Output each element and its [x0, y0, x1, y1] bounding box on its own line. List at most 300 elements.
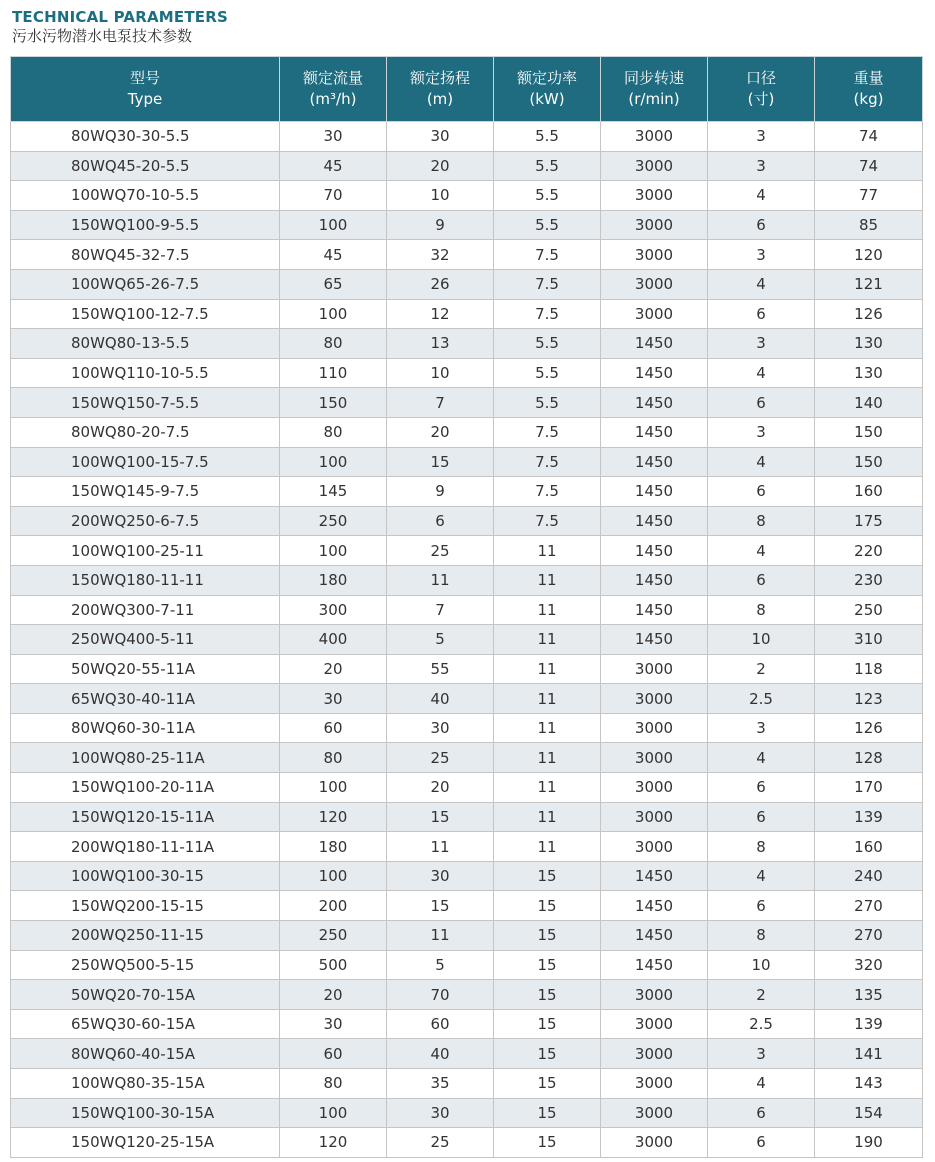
rated-head-cell: 5 — [387, 950, 494, 980]
rated-head-cell: 15 — [387, 891, 494, 921]
header-rated-head-unit: (m) — [426, 90, 454, 108]
rated-power-cell: 11 — [494, 802, 601, 832]
header-weight-label: 重量 — [853, 69, 884, 87]
caliber-cell: 10 — [708, 950, 815, 980]
rated-power-cell: 5.5 — [494, 388, 601, 418]
rated-power-cell: 15 — [494, 950, 601, 980]
table-row — [11, 388, 923, 418]
rated-head-cell: 11 — [387, 921, 494, 951]
rated-head-cell: 30 — [387, 713, 494, 743]
weight-cell: 175 — [815, 506, 923, 536]
caliber-cell: 6 — [708, 477, 815, 507]
sync-speed-cell: 1450 — [601, 358, 708, 388]
caliber-cell: 4 — [708, 358, 815, 388]
rated-flow-cell: 120 — [280, 802, 387, 832]
technical-parameters-table — [10, 56, 923, 1158]
rated-flow-cell: 100 — [280, 299, 387, 329]
rated-flow-cell: 150 — [280, 388, 387, 418]
rated-power-cell: 11 — [494, 832, 601, 862]
table-row — [11, 151, 923, 181]
table-row — [11, 595, 923, 625]
caliber-cell: 6 — [708, 1098, 815, 1128]
weight-cell: 220 — [815, 536, 923, 566]
header-weight — [815, 57, 923, 122]
rated-head-cell: 26 — [387, 269, 494, 299]
caliber-cell: 3 — [708, 151, 815, 181]
type-cell: 150WQ100-30-15A — [11, 1098, 280, 1128]
type-cell: 150WQ150-7-5.5 — [11, 388, 280, 418]
weight-cell: 310 — [815, 625, 923, 655]
caliber-cell: 4 — [708, 269, 815, 299]
rated-power-cell: 7.5 — [494, 477, 601, 507]
caliber-cell: 6 — [708, 565, 815, 595]
sync-speed-cell: 1450 — [601, 950, 708, 980]
caliber-cell: 6 — [708, 773, 815, 803]
type-cell: 150WQ145-9-7.5 — [11, 477, 280, 507]
weight-cell: 120 — [815, 240, 923, 270]
type-cell: 150WQ200-15-15 — [11, 891, 280, 921]
table-row — [11, 802, 923, 832]
rated-power-cell: 5.5 — [494, 358, 601, 388]
sync-speed-cell: 1450 — [601, 625, 708, 655]
caliber-cell: 8 — [708, 832, 815, 862]
weight-cell: 160 — [815, 832, 923, 862]
header-rated-power-label: 额定功率 — [516, 69, 577, 87]
table-row — [11, 1098, 923, 1128]
sync-speed-cell: 1450 — [601, 536, 708, 566]
weight-cell: 118 — [815, 654, 923, 684]
type-cell: 80WQ30-30-5.5 — [11, 122, 280, 152]
sync-speed-cell: 3000 — [601, 299, 708, 329]
table-row — [11, 1128, 923, 1158]
rated-head-cell: 30 — [387, 1098, 494, 1128]
type-cell: 80WQ60-30-11A — [11, 713, 280, 743]
table-row — [11, 654, 923, 684]
rated-power-cell: 11 — [494, 743, 601, 773]
type-cell: 100WQ100-15-7.5 — [11, 447, 280, 477]
rated-flow-cell: 100 — [280, 1098, 387, 1128]
caliber-cell: 8 — [708, 506, 815, 536]
sync-speed-cell: 3000 — [601, 832, 708, 862]
rated-flow-cell: 200 — [280, 891, 387, 921]
table-row — [11, 1039, 923, 1069]
sync-speed-cell: 1450 — [601, 506, 708, 536]
weight-cell: 230 — [815, 565, 923, 595]
rated-head-cell: 15 — [387, 447, 494, 477]
type-cell: 50WQ20-70-15A — [11, 980, 280, 1010]
rated-power-cell: 7.5 — [494, 447, 601, 477]
caliber-cell: 2.5 — [708, 684, 815, 714]
table-row — [11, 1009, 923, 1039]
weight-cell: 240 — [815, 861, 923, 891]
weight-cell: 139 — [815, 1009, 923, 1039]
rated-power-cell: 7.5 — [494, 240, 601, 270]
rated-flow-cell: 120 — [280, 1128, 387, 1158]
rated-head-cell: 7 — [387, 388, 494, 418]
rated-flow-cell: 100 — [280, 773, 387, 803]
sync-speed-cell: 3000 — [601, 654, 708, 684]
table-row — [11, 477, 923, 507]
rated-power-cell: 5.5 — [494, 181, 601, 211]
page-title-en: TECHNICAL PARAMETERS — [12, 8, 228, 26]
header-sync-speed — [601, 57, 708, 122]
type-cell: 250WQ400-5-11 — [11, 625, 280, 655]
rated-flow-cell: 80 — [280, 743, 387, 773]
rated-flow-cell: 100 — [280, 861, 387, 891]
rated-power-cell: 11 — [494, 595, 601, 625]
weight-cell: 150 — [815, 447, 923, 477]
caliber-cell: 6 — [708, 299, 815, 329]
weight-cell: 270 — [815, 921, 923, 951]
sync-speed-cell: 1450 — [601, 329, 708, 359]
type-cell: 100WQ70-10-5.5 — [11, 181, 280, 211]
caliber-cell: 6 — [708, 802, 815, 832]
rated-head-cell: 40 — [387, 1039, 494, 1069]
rated-head-cell: 13 — [387, 329, 494, 359]
weight-cell: 85 — [815, 210, 923, 240]
caliber-cell: 6 — [708, 891, 815, 921]
weight-cell: 160 — [815, 477, 923, 507]
header-type-en: Type — [127, 90, 163, 108]
weight-cell: 74 — [815, 151, 923, 181]
sync-speed-cell: 3000 — [601, 1039, 708, 1069]
rated-head-cell: 7 — [387, 595, 494, 625]
caliber-cell: 6 — [708, 210, 815, 240]
caliber-cell: 3 — [708, 713, 815, 743]
caliber-cell: 6 — [708, 388, 815, 418]
rated-power-cell: 15 — [494, 980, 601, 1010]
rated-head-cell: 11 — [387, 832, 494, 862]
rated-flow-cell: 145 — [280, 477, 387, 507]
sync-speed-cell: 3000 — [601, 240, 708, 270]
header-rated-power-unit: (kW) — [529, 90, 565, 108]
rated-flow-cell: 45 — [280, 240, 387, 270]
weight-cell: 150 — [815, 417, 923, 447]
rated-power-cell: 15 — [494, 1098, 601, 1128]
sync-speed-cell: 1450 — [601, 477, 708, 507]
sync-speed-cell: 3000 — [601, 151, 708, 181]
rated-flow-cell: 250 — [280, 921, 387, 951]
header-sync-speed-label: 同步转速 — [623, 69, 684, 87]
weight-cell: 121 — [815, 269, 923, 299]
weight-cell: 128 — [815, 743, 923, 773]
type-cell: 100WQ65-26-7.5 — [11, 269, 280, 299]
header-caliber-label: 口径 — [745, 69, 776, 87]
weight-cell: 140 — [815, 388, 923, 418]
table-row — [11, 625, 923, 655]
rated-power-cell: 11 — [494, 684, 601, 714]
rated-head-cell: 30 — [387, 122, 494, 152]
rated-flow-cell: 80 — [280, 329, 387, 359]
rated-head-cell: 15 — [387, 802, 494, 832]
table-row — [11, 329, 923, 359]
rated-flow-cell: 100 — [280, 210, 387, 240]
type-cell: 100WQ110-10-5.5 — [11, 358, 280, 388]
rated-head-cell: 55 — [387, 654, 494, 684]
rated-power-cell: 15 — [494, 1069, 601, 1099]
table-row — [11, 269, 923, 299]
rated-power-cell: 15 — [494, 861, 601, 891]
rated-head-cell: 12 — [387, 299, 494, 329]
rated-power-cell: 7.5 — [494, 269, 601, 299]
weight-cell: 143 — [815, 1069, 923, 1099]
type-cell: 80WQ45-32-7.5 — [11, 240, 280, 270]
caliber-cell: 4 — [708, 447, 815, 477]
rated-head-cell: 6 — [387, 506, 494, 536]
weight-cell: 130 — [815, 358, 923, 388]
table-row — [11, 950, 923, 980]
rated-head-cell: 25 — [387, 1128, 494, 1158]
rated-head-cell: 70 — [387, 980, 494, 1010]
type-cell: 80WQ80-13-5.5 — [11, 329, 280, 359]
rated-flow-cell: 30 — [280, 122, 387, 152]
caliber-cell: 4 — [708, 743, 815, 773]
table-row — [11, 832, 923, 862]
header-rated-flow — [280, 57, 387, 122]
rated-head-cell: 10 — [387, 181, 494, 211]
rated-flow-cell: 20 — [280, 980, 387, 1010]
rated-power-cell: 15 — [494, 1009, 601, 1039]
sync-speed-cell: 3000 — [601, 1009, 708, 1039]
caliber-cell: 4 — [708, 181, 815, 211]
rated-power-cell: 7.5 — [494, 506, 601, 536]
rated-flow-cell: 30 — [280, 684, 387, 714]
rated-flow-cell: 20 — [280, 654, 387, 684]
rated-power-cell: 5.5 — [494, 151, 601, 181]
sync-speed-cell: 3000 — [601, 980, 708, 1010]
table-row — [11, 891, 923, 921]
caliber-cell: 3 — [708, 329, 815, 359]
table-row — [11, 565, 923, 595]
sync-speed-cell: 3000 — [601, 713, 708, 743]
rated-head-cell: 9 — [387, 210, 494, 240]
rated-power-cell: 11 — [494, 773, 601, 803]
header-type-cn: 型号 — [129, 69, 160, 87]
weight-cell: 123 — [815, 684, 923, 714]
header-rated-head-label: 额定扬程 — [409, 69, 470, 87]
rated-head-cell: 30 — [387, 861, 494, 891]
type-cell: 80WQ45-20-5.5 — [11, 151, 280, 181]
type-cell: 200WQ250-6-7.5 — [11, 506, 280, 536]
table-row — [11, 417, 923, 447]
header-type — [11, 57, 280, 122]
table-row — [11, 743, 923, 773]
sync-speed-cell: 1450 — [601, 447, 708, 477]
caliber-cell: 8 — [708, 921, 815, 951]
sync-speed-cell: 3000 — [601, 1098, 708, 1128]
rated-flow-cell: 250 — [280, 506, 387, 536]
weight-cell: 190 — [815, 1128, 923, 1158]
rated-flow-cell: 500 — [280, 950, 387, 980]
rated-flow-cell: 180 — [280, 565, 387, 595]
table-row — [11, 181, 923, 211]
type-cell: 150WQ100-12-7.5 — [11, 299, 280, 329]
rated-power-cell: 11 — [494, 565, 601, 595]
table-row — [11, 773, 923, 803]
rated-head-cell: 25 — [387, 536, 494, 566]
rated-power-cell: 11 — [494, 654, 601, 684]
rated-power-cell: 7.5 — [494, 417, 601, 447]
caliber-cell: 6 — [708, 1128, 815, 1158]
rated-flow-cell: 80 — [280, 1069, 387, 1099]
table-row — [11, 506, 923, 536]
sync-speed-cell: 3000 — [601, 210, 708, 240]
table-row — [11, 299, 923, 329]
type-cell: 80WQ80-20-7.5 — [11, 417, 280, 447]
caliber-cell: 2.5 — [708, 1009, 815, 1039]
type-cell: 200WQ250-11-15 — [11, 921, 280, 951]
rated-power-cell: 5.5 — [494, 122, 601, 152]
weight-cell: 170 — [815, 773, 923, 803]
caliber-cell: 2 — [708, 980, 815, 1010]
rated-head-cell: 40 — [387, 684, 494, 714]
sync-speed-cell: 1450 — [601, 595, 708, 625]
rated-flow-cell: 110 — [280, 358, 387, 388]
type-cell: 65WQ30-60-15A — [11, 1009, 280, 1039]
type-cell: 150WQ100-20-11A — [11, 773, 280, 803]
weight-cell: 126 — [815, 299, 923, 329]
type-cell: 100WQ100-30-15 — [11, 861, 280, 891]
type-cell: 150WQ100-9-5.5 — [11, 210, 280, 240]
table-header-row — [11, 57, 923, 122]
table-row — [11, 1069, 923, 1099]
header-caliber — [708, 57, 815, 122]
rated-head-cell: 11 — [387, 565, 494, 595]
rated-head-cell: 35 — [387, 1069, 494, 1099]
type-cell: 150WQ180-11-11 — [11, 565, 280, 595]
rated-power-cell: 15 — [494, 921, 601, 951]
type-cell: 100WQ80-35-15A — [11, 1069, 280, 1099]
sync-speed-cell: 3000 — [601, 269, 708, 299]
table-row — [11, 536, 923, 566]
rated-power-cell: 15 — [494, 1039, 601, 1069]
rated-power-cell: 15 — [494, 891, 601, 921]
rated-flow-cell: 70 — [280, 181, 387, 211]
rated-head-cell: 25 — [387, 743, 494, 773]
caliber-cell: 8 — [708, 595, 815, 625]
rated-power-cell: 7.5 — [494, 299, 601, 329]
sync-speed-cell: 1450 — [601, 891, 708, 921]
type-cell: 80WQ60-40-15A — [11, 1039, 280, 1069]
rated-power-cell: 11 — [494, 713, 601, 743]
caliber-cell: 10 — [708, 625, 815, 655]
table-row — [11, 713, 923, 743]
rated-flow-cell: 60 — [280, 713, 387, 743]
rated-head-cell: 60 — [387, 1009, 494, 1039]
header-rated-flow-unit: (m³/h) — [309, 90, 357, 108]
caliber-cell: 3 — [708, 1039, 815, 1069]
rated-flow-cell: 45 — [280, 151, 387, 181]
weight-cell: 77 — [815, 181, 923, 211]
rated-head-cell: 20 — [387, 773, 494, 803]
table-row — [11, 447, 923, 477]
header-caliber-unit: (寸) — [747, 90, 775, 108]
caliber-cell: 4 — [708, 536, 815, 566]
table-row — [11, 921, 923, 951]
sync-speed-cell: 3000 — [601, 684, 708, 714]
weight-cell: 139 — [815, 802, 923, 832]
type-cell: 150WQ120-15-11A — [11, 802, 280, 832]
rated-flow-cell: 300 — [280, 595, 387, 625]
table-body — [11, 122, 923, 1158]
rated-power-cell: 11 — [494, 536, 601, 566]
sync-speed-cell: 3000 — [601, 1128, 708, 1158]
rated-head-cell: 9 — [387, 477, 494, 507]
header-rated-power — [494, 57, 601, 122]
weight-cell: 135 — [815, 980, 923, 1010]
sync-speed-cell: 3000 — [601, 802, 708, 832]
weight-cell: 130 — [815, 329, 923, 359]
caliber-cell: 3 — [708, 417, 815, 447]
weight-cell: 126 — [815, 713, 923, 743]
type-cell: 100WQ80-25-11A — [11, 743, 280, 773]
table-row — [11, 210, 923, 240]
weight-cell: 250 — [815, 595, 923, 625]
type-cell: 250WQ500-5-15 — [11, 950, 280, 980]
sync-speed-cell: 3000 — [601, 122, 708, 152]
header-weight-unit: (kg) — [853, 90, 884, 108]
sync-speed-cell: 3000 — [601, 1069, 708, 1099]
rated-power-cell: 5.5 — [494, 210, 601, 240]
weight-cell: 320 — [815, 950, 923, 980]
rated-head-cell: 32 — [387, 240, 494, 270]
rated-flow-cell: 30 — [280, 1009, 387, 1039]
weight-cell: 141 — [815, 1039, 923, 1069]
header-sync-speed-unit: (r/min) — [628, 90, 680, 108]
caliber-cell: 3 — [708, 122, 815, 152]
rated-flow-cell: 180 — [280, 832, 387, 862]
header-rated-head — [387, 57, 494, 122]
rated-head-cell: 10 — [387, 358, 494, 388]
sync-speed-cell: 1450 — [601, 565, 708, 595]
table-row — [11, 861, 923, 891]
caliber-cell: 2 — [708, 654, 815, 684]
rated-head-cell: 20 — [387, 151, 494, 181]
table-row — [11, 684, 923, 714]
sync-speed-cell: 1450 — [601, 861, 708, 891]
caliber-cell: 4 — [708, 861, 815, 891]
sync-speed-cell: 1450 — [601, 417, 708, 447]
sync-speed-cell: 3000 — [601, 773, 708, 803]
type-cell: 150WQ120-25-15A — [11, 1128, 280, 1158]
rated-power-cell: 15 — [494, 1128, 601, 1158]
type-cell: 200WQ300-7-11 — [11, 595, 280, 625]
weight-cell: 270 — [815, 891, 923, 921]
header-rated-flow-label: 额定流量 — [302, 69, 363, 87]
rated-head-cell: 5 — [387, 625, 494, 655]
sync-speed-cell: 1450 — [601, 921, 708, 951]
rated-flow-cell: 100 — [280, 536, 387, 566]
table-row — [11, 980, 923, 1010]
rated-flow-cell: 65 — [280, 269, 387, 299]
caliber-cell: 3 — [708, 240, 815, 270]
weight-cell: 154 — [815, 1098, 923, 1128]
rated-flow-cell: 400 — [280, 625, 387, 655]
sync-speed-cell: 3000 — [601, 743, 708, 773]
weight-cell: 74 — [815, 122, 923, 152]
page-title-cn: 污水污物潜水电泵技术参数 — [12, 27, 193, 45]
rated-power-cell: 11 — [494, 625, 601, 655]
type-cell: 50WQ20-55-11A — [11, 654, 280, 684]
caliber-cell: 4 — [708, 1069, 815, 1099]
rated-head-cell: 20 — [387, 417, 494, 447]
rated-flow-cell: 80 — [280, 417, 387, 447]
table-row — [11, 358, 923, 388]
table-row — [11, 240, 923, 270]
type-cell: 65WQ30-40-11A — [11, 684, 280, 714]
sync-speed-cell: 1450 — [601, 388, 708, 418]
rated-power-cell: 5.5 — [494, 329, 601, 359]
